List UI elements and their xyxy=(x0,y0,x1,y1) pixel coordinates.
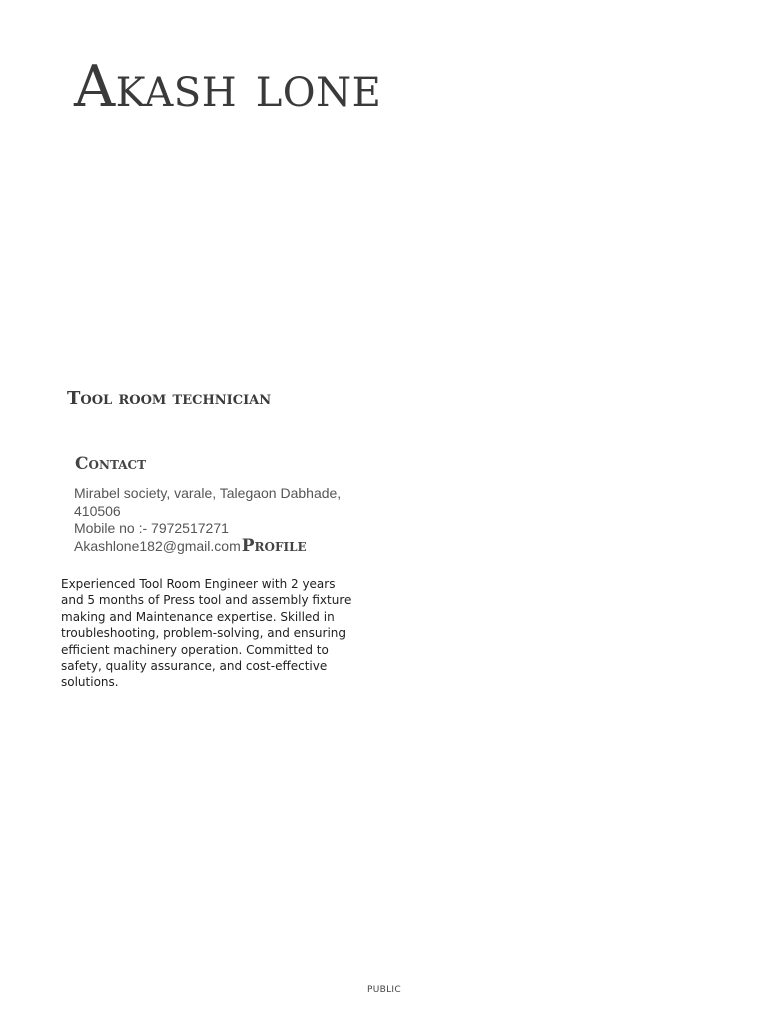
contact-email-line xyxy=(74,535,344,556)
contact-address: Mirabel society, varale, Talegaon Dabhade, 410506 xyxy=(74,485,342,519)
contact-details xyxy=(74,485,344,555)
candidate-name: Akash lone xyxy=(74,54,382,120)
classification-label: PUBLIC xyxy=(367,985,401,995)
profile-summary: Experienced Tool Room Engineer with 2 years and 5 months of Press tool and assembly fixture making and Maintenance expertise. Skilled in troubleshooting, problem-solving, and ensuring efficient machinery operation. Committed to safety, quality assurance, and cost-effective solutions. xyxy=(61,577,352,690)
job-title: Tool room technician xyxy=(67,388,272,409)
profile-heading: Profile xyxy=(241,535,307,556)
contact-email: Akashlone182@gmail.com xyxy=(74,537,241,554)
contact-mobile: Mobile no :- 7972517271 xyxy=(74,520,229,536)
contact-heading: Contact xyxy=(75,454,147,474)
